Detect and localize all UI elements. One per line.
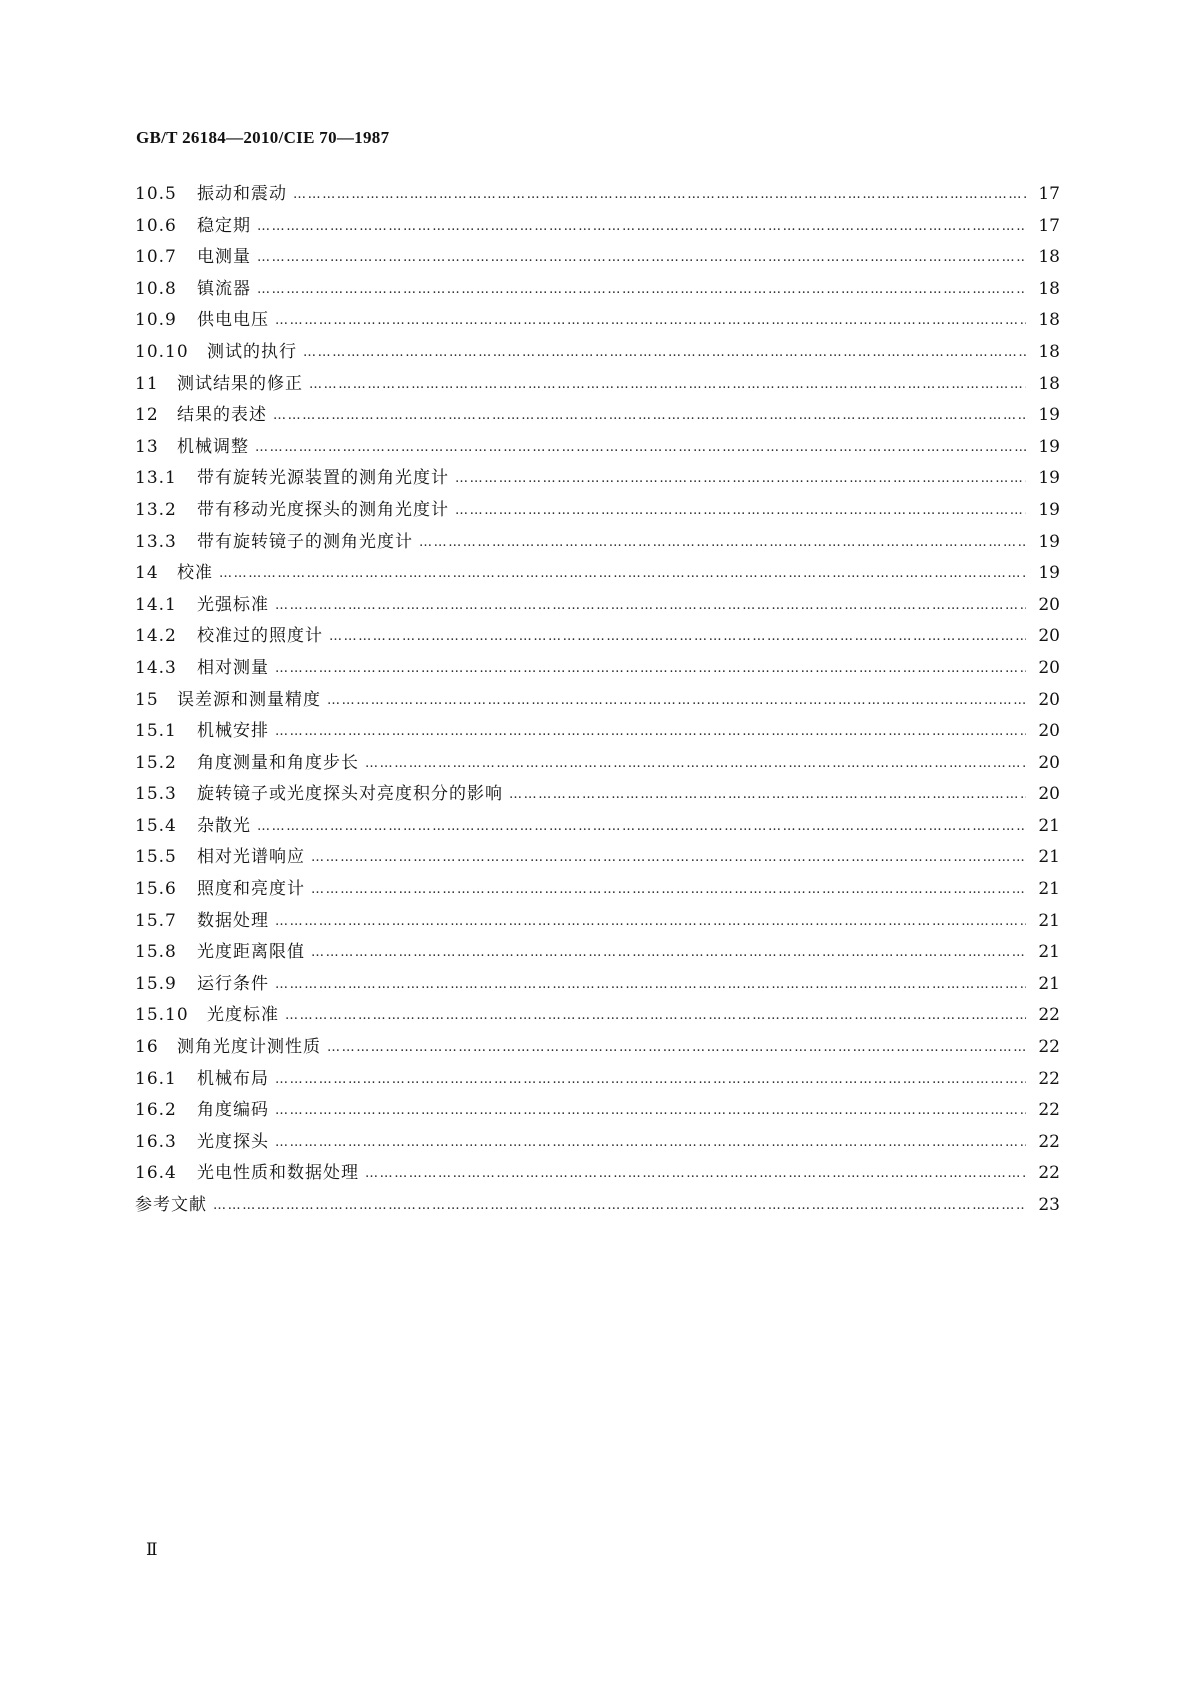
toc-entry-number: 15 (135, 689, 159, 710)
toc-entry-number: 16.1 (135, 1068, 177, 1089)
toc-dot-leader (275, 716, 1026, 748)
toc-entry (135, 1190, 1060, 1222)
toc-dot-leader (293, 179, 1026, 211)
toc-dot-leader (257, 242, 1026, 274)
toc-entry (135, 716, 1060, 748)
toc-entry-title: 数据处理 (197, 910, 269, 931)
toc-entry-number: 10.10 (135, 341, 189, 362)
page-number: Ⅱ (146, 1540, 158, 1559)
toc-dot-leader (275, 1095, 1026, 1127)
toc-entry-number: 14 (135, 563, 159, 584)
toc-entry-title: 杂散光 (197, 815, 251, 836)
toc-entry (135, 842, 1060, 874)
toc-entry-number: 13 (135, 436, 159, 457)
toc-entry-title: 测试结果的修正 (177, 373, 303, 394)
toc-entry-number: 16 (135, 1037, 159, 1058)
toc-entry-page: 21 (1038, 815, 1060, 836)
toc-entry-page: 19 (1038, 499, 1060, 520)
toc-entry-title: 机械调整 (177, 436, 249, 457)
toc-entry (135, 621, 1060, 653)
toc-entry (135, 811, 1060, 843)
toc-dot-leader (509, 779, 1026, 811)
toc-entry-page: 18 (1038, 247, 1060, 268)
toc-entry (135, 527, 1060, 559)
toc-dot-leader (219, 558, 1026, 590)
toc-entry-title: 结果的表述 (177, 405, 267, 426)
toc-entry-number: 13.3 (135, 531, 177, 552)
toc-dot-leader (275, 1064, 1026, 1096)
toc-entry-number: 10.9 (135, 310, 177, 331)
toc-entry-number: 15.1 (135, 721, 177, 742)
toc-dot-leader (213, 1190, 1026, 1222)
toc-entry-title: 电测量 (197, 247, 251, 268)
toc-entry-title: 角度测量和角度步长 (197, 752, 359, 773)
toc-entry-title: 照度和亮度计 (197, 879, 305, 900)
toc-entry-number: 11 (135, 373, 159, 394)
toc-entry-number: 16.2 (135, 1100, 177, 1121)
toc-entry-number: 10.5 (135, 184, 177, 204)
toc-dot-leader (329, 621, 1026, 653)
toc-entry (135, 495, 1060, 527)
toc-entry-page: 19 (1038, 563, 1060, 584)
toc-dot-leader (309, 369, 1026, 401)
toc-entry (135, 369, 1060, 401)
toc-entry-title: 机械安排 (197, 721, 269, 742)
toc-entry-title: 角度编码 (197, 1100, 269, 1121)
toc-entry-title: 镇流器 (197, 278, 251, 299)
toc-entry-title: 参考文献 (135, 1195, 207, 1215)
toc-dot-leader (311, 874, 1026, 906)
toc-entry-title: 校准过的照度计 (197, 626, 323, 647)
toc-entry-page: 22 (1038, 1005, 1060, 1026)
toc-entry-number: 15.6 (135, 879, 177, 900)
toc-dot-leader (275, 653, 1026, 685)
toc-entry-page: 20 (1038, 689, 1060, 710)
toc-entry-page: 21 (1038, 847, 1060, 868)
toc-entry-title: 测角光度计测性质 (177, 1037, 321, 1058)
toc-entry-number: 14.1 (135, 594, 177, 615)
toc-dot-leader (311, 842, 1026, 874)
toc-entry-page: 22 (1038, 1068, 1060, 1089)
toc-entry-number: 13.1 (135, 468, 177, 489)
toc-entry-title: 振动和震动 (197, 184, 287, 204)
toc-dot-leader (273, 400, 1026, 432)
toc-entry (135, 242, 1060, 274)
toc-entry-title: 旋转镜子或光度探头对亮度积分的影响 (197, 784, 503, 805)
toc-entry (135, 400, 1060, 432)
toc-entry-title: 光电性质和数据处理 (197, 1163, 359, 1184)
toc-entry (135, 337, 1060, 369)
toc-entry (135, 211, 1060, 243)
toc-entry-title: 带有旋转光源装置的测角光度计 (197, 468, 449, 489)
toc-entry (135, 906, 1060, 938)
toc-entry-title: 测试的执行 (207, 341, 297, 362)
toc-entry-page: 20 (1038, 626, 1060, 647)
toc-dot-leader (311, 937, 1026, 969)
toc-entry (135, 274, 1060, 306)
toc-entry-page: 17 (1038, 215, 1060, 236)
toc-entry-number: 15.2 (135, 752, 177, 773)
toc-entry (135, 874, 1060, 906)
toc-entry-page: 21 (1038, 942, 1060, 963)
toc-entry-number: 15.4 (135, 815, 177, 836)
toc-dot-leader (327, 685, 1026, 717)
toc-entry-page: 19 (1038, 468, 1060, 489)
toc-dot-leader (257, 811, 1026, 843)
toc-entry (135, 937, 1060, 969)
toc-entry-title: 机械布局 (197, 1068, 269, 1089)
toc-entry-page: 18 (1038, 278, 1060, 299)
toc-entry-number: 15.10 (135, 1005, 189, 1026)
toc-entry (135, 432, 1060, 464)
toc-dot-leader (275, 906, 1026, 938)
toc-dot-leader (455, 463, 1026, 495)
toc-dot-leader (255, 432, 1026, 464)
toc-entry (135, 1127, 1060, 1159)
toc-entry-number: 15.8 (135, 942, 177, 963)
toc-entry-page: 22 (1038, 1037, 1060, 1058)
toc-entry-number: 13.2 (135, 499, 177, 520)
toc-entry (135, 685, 1060, 717)
toc-dot-leader (419, 527, 1026, 559)
toc-entry-page: 22 (1038, 1163, 1060, 1184)
toc-entry (135, 653, 1060, 685)
toc-entry-page: 20 (1038, 594, 1060, 615)
toc-entry-page: 19 (1038, 405, 1060, 426)
toc-entry-title: 带有移动光度探头的测角光度计 (197, 499, 449, 520)
toc-entry-title: 供电电压 (197, 310, 269, 331)
toc-entry (135, 779, 1060, 811)
toc-entry-title: 光度距离限值 (197, 942, 305, 963)
toc-entry-number: 15.3 (135, 784, 177, 805)
toc-entry-page: 18 (1038, 373, 1060, 394)
toc-entry (135, 558, 1060, 590)
toc-entry-title: 校准 (177, 563, 213, 584)
toc-entry (135, 1000, 1060, 1032)
toc-entry (135, 590, 1060, 622)
toc-entry (135, 969, 1060, 1001)
toc-entry-page: 18 (1038, 341, 1060, 362)
toc-entry-title: 运行条件 (197, 973, 269, 994)
toc-dot-leader (365, 748, 1026, 780)
toc-entry-title: 光度标准 (207, 1005, 279, 1026)
toc-entry-page: 19 (1038, 531, 1060, 552)
toc-entry-page: 20 (1038, 752, 1060, 773)
toc-entry (135, 305, 1060, 337)
toc-entry-page: 21 (1038, 973, 1060, 994)
toc-entry-number: 14.3 (135, 657, 177, 678)
toc-entry (135, 1064, 1060, 1096)
toc-entry-title: 光强标准 (197, 594, 269, 615)
toc-dot-leader (285, 1000, 1026, 1032)
toc-entry-number: 10.7 (135, 247, 177, 268)
toc-entry-number: 10.6 (135, 215, 177, 236)
toc-entry-title: 带有旋转镜子的测角光度计 (197, 531, 413, 552)
toc-dot-leader (257, 274, 1026, 306)
toc-entry-page: 22 (1038, 1131, 1060, 1152)
toc-entry-title: 稳定期 (197, 215, 251, 236)
toc-entry-page: 22 (1038, 1100, 1060, 1121)
toc-entry-title: 相对光谱响应 (197, 847, 305, 868)
toc-dot-leader (275, 305, 1026, 337)
toc-entry-page: 21 (1038, 910, 1060, 931)
toc-dot-leader (303, 337, 1026, 369)
toc-entry-page: 18 (1038, 310, 1060, 331)
toc-entry-number: 12 (135, 405, 159, 426)
toc-entry-page: 17 (1038, 184, 1060, 204)
table-of-contents (135, 179, 1060, 1222)
toc-entry-number: 15.9 (135, 973, 177, 994)
toc-entry-page: 21 (1038, 879, 1060, 900)
toc-entry-page: 20 (1038, 721, 1060, 742)
toc-entry-number: 16.4 (135, 1163, 177, 1184)
toc-dot-leader (257, 211, 1026, 243)
toc-entry-number: 16.3 (135, 1131, 177, 1152)
toc-dot-leader (275, 590, 1026, 622)
toc-entry-page: 20 (1038, 784, 1060, 805)
toc-dot-leader (455, 495, 1026, 527)
toc-entry (135, 748, 1060, 780)
toc-entry-number: 14.2 (135, 626, 177, 647)
standard-code-header: GB/T 26184—2010/CIE 70—1987 (136, 128, 390, 147)
toc-entry-title: 误差源和测量精度 (177, 689, 321, 710)
toc-entry-page: 20 (1038, 657, 1060, 678)
toc-entry (135, 463, 1060, 495)
toc-entry (135, 1095, 1060, 1127)
toc-dot-leader (365, 1158, 1026, 1190)
toc-entry-number: 10.8 (135, 278, 177, 299)
toc-dot-leader (275, 969, 1026, 1001)
toc-dot-leader (327, 1032, 1026, 1064)
toc-dot-leader (275, 1127, 1026, 1159)
toc-entry-title: 相对测量 (197, 657, 269, 678)
toc-entry-title: 光度探头 (197, 1131, 269, 1152)
toc-entry (135, 179, 1060, 211)
toc-entry (135, 1158, 1060, 1190)
toc-entry-number: 15.7 (135, 910, 177, 931)
toc-entry (135, 1032, 1060, 1064)
toc-entry-number: 15.5 (135, 847, 177, 868)
toc-entry-page: 19 (1038, 436, 1060, 457)
toc-entry-page: 23 (1038, 1195, 1060, 1215)
